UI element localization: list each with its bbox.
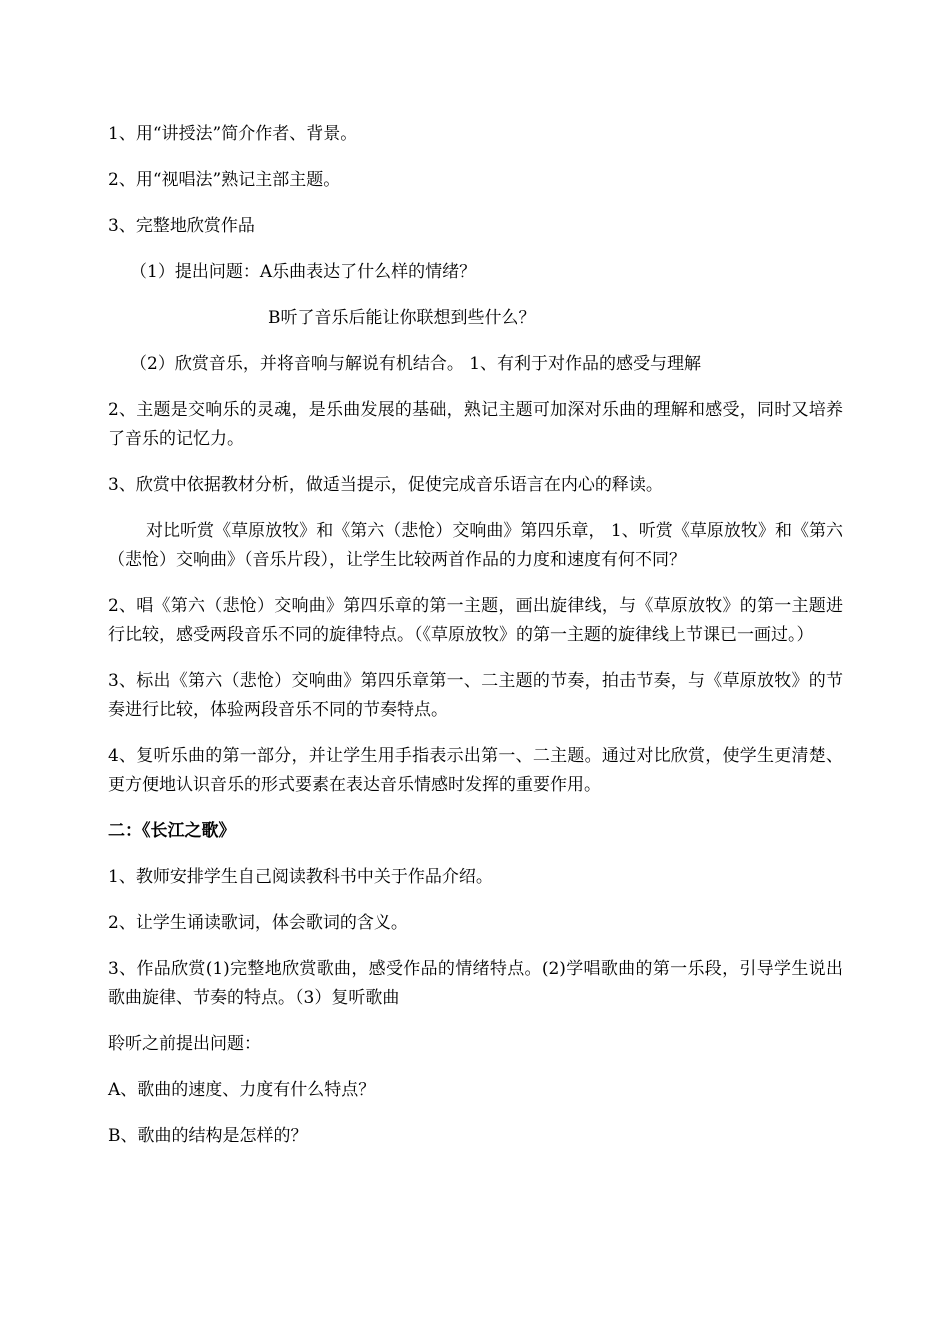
paragraph-method-sightsinging: 2、用“视唱法”熟记主部主题。 xyxy=(108,170,341,190)
paragraph-method-lecture: 1、用“讲授法”简介作者、背景。 xyxy=(108,124,358,144)
paragraph-question-speed: A、歌曲的速度、力度有什么特点？ xyxy=(108,1080,376,1100)
document-body xyxy=(108,120,843,1168)
paragraph-full-appreciation: 3、完整地欣赏作品 xyxy=(108,216,255,236)
paragraph-rhythm: 3、标出《第六（悲怆）交响曲》第四乐章第一、二主题的节奏，拍击节奏，与《草原放牧》的节奏进行比较，体验两段音乐不同的节奏特点。 xyxy=(108,671,843,720)
paragraph-sing-theme: 2、唱《第六（悲怆）交响曲》第四乐章的第一主题，画出旋律线，与《草原放牧》的第一主题进行比较，感受两段音乐不同的旋律特点。（《草原放牧》的第一主题的旋律线上节课已一画过。） xyxy=(108,596,843,645)
paragraph-question-b: B听了音乐后能让你联想到些什么？ xyxy=(268,308,536,328)
paragraph-relisten: 4、复听乐曲的第一部分，并让学生用手指表示出第一、二主题。通过对比欣赏，使学生更清楚、更方便地认识音乐的形式要素在表达音乐情感时发挥的重要作用。 xyxy=(108,746,843,795)
paragraph-read-textbook: 1、教师安排学生自己阅读教科书中关于作品介绍。 xyxy=(108,867,493,887)
paragraph-question-a: （1）提出问题：A乐曲表达了什么样的情绪？ xyxy=(130,262,477,282)
section-heading-yangtze-song: 二：《长江之歌》 xyxy=(108,821,236,841)
paragraph-work-appreciation: 3、作品欣赏(1)完整地欣赏歌曲，感受作品的情绪特点。(2)学唱歌曲的第一乐段，引导学生说出歌曲旋律、节奏的特点。（3）复听歌曲 xyxy=(108,959,843,1008)
paragraph-pre-listen-questions: 聆听之前提出问题： xyxy=(108,1034,261,1054)
paragraph-textbook-analysis: 3、欣赏中依据教材分析，做适当提示，促使完成音乐语言在内心的释读。 xyxy=(108,475,663,495)
paragraph-compare-listening: 对比听赏《草原放牧》和《第六（悲怆）交响曲》第四乐章， 1、听赏《草原放牧》和《第六（悲怆）交响曲》（音乐片段），让学生比较两首作品的力度和速度有何不同？ xyxy=(108,521,843,570)
paragraph-recite-lyrics: 2、让学生诵读歌词，体会歌词的含义。 xyxy=(108,913,408,933)
paragraph-theme-soul: 2、主题是交响乐的灵魂，是乐曲发展的基础，熟记主题可加深对乐曲的理解和感受，同时又培养了音乐的记忆力。 xyxy=(108,400,843,449)
paragraph-question-structure: B、歌曲的结构是怎样的？ xyxy=(108,1126,308,1146)
paragraph-appreciate-music: （2）欣赏音乐，并将音响与解说有机结合。 1、有利于对作品的感受与理解 xyxy=(130,354,702,374)
